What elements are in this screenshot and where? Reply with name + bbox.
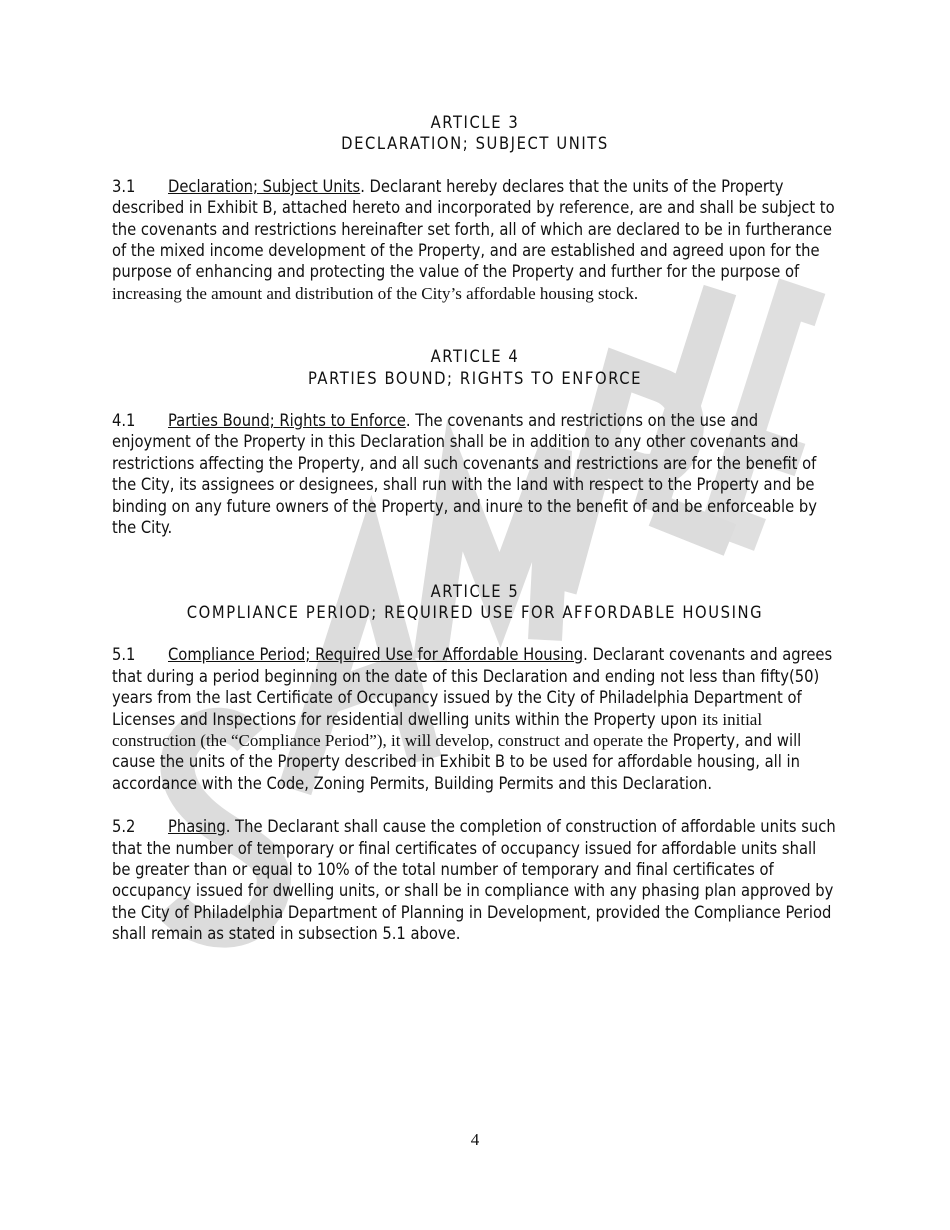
article-4-heading bbox=[112, 346, 838, 389]
section-body: . Declarant hereby declares that the units of the Property described in Exhibit B, attached hereto and incorporated by reference, are and shall be subject to the covenants and restrictions hereinafter set forth, all of which are declared to be in furtherance of the mixed income development of the Property, and are established and agreed upon for the purpose of enhancing and protecting the value of the Property and further for the purpose of bbox=[112, 176, 835, 282]
section-3-1 bbox=[112, 176, 838, 304]
section-body-serif: increasing the amount and distribution of the City’s affordable housing stock. bbox=[112, 283, 639, 303]
section-body: . Declarant covenants and agrees that during a period beginning on the date of this Declaration and ending not less than fifty(50) years from the last Certificate of Occupancy issued by the City of Philadelphia Department of Licenses and Inspections for residential dwelling units within the Property upon bbox=[112, 645, 833, 729]
section-body: . The Declarant shall cause the completion of construction of affordable units such that the number of temporary or final certificates of occupancy issued for affordable units shall be greater than or equal to 10% of the total number of temporary and final certificates of occupancy issued for dwelling units, or shall be in compliance with any phasing plan approved by the City of Philadelphia Department of Planning in Development, provided the Compliance Period shall remain as stated in subsection 5.1 above. bbox=[112, 817, 836, 944]
page-number: 4 bbox=[470, 1130, 480, 1149]
article-4-number: ARTICLE 4 bbox=[430, 347, 520, 367]
section-title: Compliance Period; Required Use for Affordable Housing bbox=[168, 645, 584, 665]
article-5-number: ARTICLE 5 bbox=[430, 581, 520, 601]
section-body-continued: Property, and will cause the units of the Property described in Exhibit B to be used for affordable housing, all in accordance with the Code, Zoning Permits, Building Permits and this Declaration. bbox=[112, 730, 802, 793]
article-3-title: DECLARATION; SUBJECT UNITS bbox=[341, 134, 609, 154]
article-3-heading bbox=[112, 112, 838, 155]
article-3 bbox=[112, 112, 838, 304]
section-title: Phasing bbox=[168, 817, 226, 837]
section-body: . The covenants and restrictions on the use and enjoyment of the Property in this Declaration shall be in addition to any other covenants and restrictions affecting the Property, and all such covenants and restrictions are for the benefit of the City, its assignees or designees, shall run with the land with respect to the Property and be binding on any future owners of the Property, and inure to the benefit of and be enforceable by the City. bbox=[112, 411, 817, 538]
section-5-1 bbox=[112, 644, 838, 794]
section-title: Parties Bound; Rights to Enforce bbox=[168, 411, 406, 431]
article-5-heading bbox=[112, 581, 838, 624]
section-4-1 bbox=[112, 410, 838, 538]
section-number: 5.1 bbox=[112, 645, 136, 665]
section-body-serif: its initial construction (the “Compliance Period”), it will develop, construct and operate the bbox=[112, 709, 763, 750]
article-5-title: COMPLIANCE PERIOD; REQUIRED USE FOR AFFORDABLE HOUSING bbox=[186, 602, 764, 622]
document-page bbox=[112, 112, 838, 945]
section-title: Declaration; Subject Units bbox=[168, 176, 361, 196]
section-5-2 bbox=[112, 816, 838, 944]
section-number: 4.1 bbox=[112, 411, 136, 431]
article-4-title: PARTIES BOUND; RIGHTS TO ENFORCE bbox=[307, 368, 643, 388]
section-number: 5.2 bbox=[112, 817, 136, 837]
article-3-number: ARTICLE 3 bbox=[430, 113, 520, 132]
section-number: 3.1 bbox=[112, 176, 136, 196]
article-5 bbox=[112, 581, 838, 945]
article-4 bbox=[112, 346, 838, 538]
